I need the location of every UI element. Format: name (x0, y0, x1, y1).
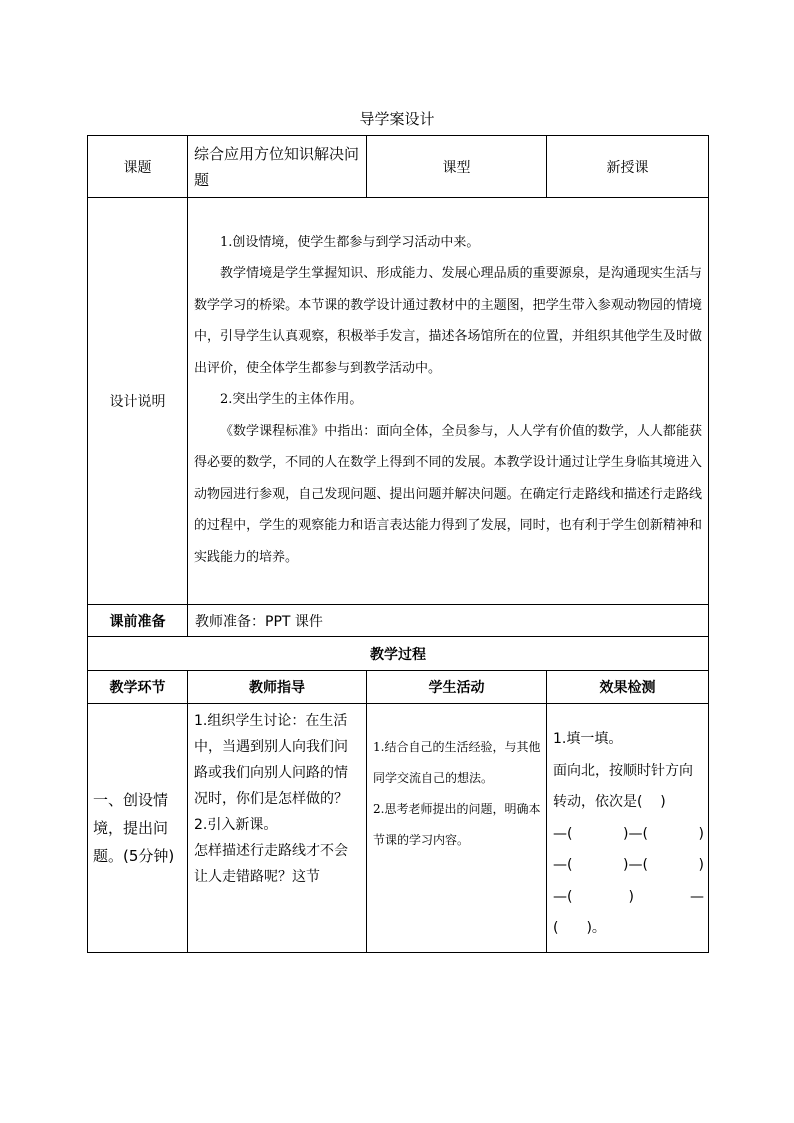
process-title: 教学过程 (88, 637, 709, 671)
blank-row (553, 850, 704, 882)
lesson-plan-table (87, 135, 709, 953)
column-header-check: 效果检测 (547, 671, 709, 704)
blank-part: — (690, 888, 704, 905)
column-header-teacher: 教师指导 (188, 671, 367, 704)
student-line: 1.结合自己的生活经验，与其他同学交流自己的想法。 (373, 740, 541, 785)
process-header-row (88, 671, 709, 704)
prep-row (88, 605, 709, 637)
type-value: 新授课 (547, 136, 709, 198)
column-header-student: 学生活动 (367, 671, 547, 704)
design-paragraph: 《数学课程标准》中指出：面向全体，全员参与，人人学有价值的数学，人人都能获得必要的数学，不同的人在数学上得到不同的发展。本教学设计通过让学生身临其境进入动物园进行参观，自己发现问题、提出问题并解决问题。在确定行走路线和描述行走路线的过程中，学生的观察能力和语言表达能力得到了发展，同时，也有利于学生创新精神和实践能力的培养。 (194, 423, 702, 565)
design-label: 设计说明 (88, 198, 188, 605)
prep-value: 教师准备：PPT 课件 (188, 605, 709, 637)
process-title-row (88, 637, 709, 671)
column-header-stage: 教学环节 (88, 671, 188, 704)
process-row (88, 704, 709, 953)
blank-part: )—( (623, 825, 648, 842)
blank-part: ) (628, 888, 634, 905)
design-paragraph: 教学情境是学生掌握知识、形成能力、发展心理品质的重要源泉，是沟通现实生活与数学学习的桥梁。本节课的教学设计通过教材中的主题图，把学生带入参观动物园的情境中，引导学生认真观察，积极举手发言，描述各场馆所在的位置，并组织其他学生及时做出评价，使全体学生都参与到教学活动中。 (194, 266, 702, 376)
blank-part: ) (698, 857, 704, 873)
check-item: 1.填一填。 (553, 731, 623, 747)
check-question-text: 面向北，按顺时针方向转动，依次是( (553, 762, 693, 810)
check-end: ( )。 (553, 920, 606, 936)
student-line: 2.思考老师提出的问题，明确本节课的学习内容。 (373, 802, 541, 847)
design-paragraph: 2.突出学生的主体作用。 (220, 392, 363, 408)
blank-row (553, 819, 704, 851)
document-title: 导学案设计 (359, 110, 435, 128)
teacher-line: 怎样描述行走路线才不会让人走错路呢？这节 (194, 843, 348, 885)
teacher-line: 1.组织学生讨论：在生活中，当遇到别人向我们问路或我们向别人问路的情况时，你们是怎样做的？ (194, 713, 348, 807)
design-row (88, 198, 709, 605)
stage-cell: 一、创设情境，提出问题。(5分钟) (88, 704, 188, 953)
check-question: 面向北，按顺时针方向转动，依次是( ) (553, 762, 693, 810)
design-paragraph: 1.创设情境，使学生都参与到学习活动中来。 (220, 234, 480, 250)
topic-value: 综合应用方位知识解决问题 (188, 136, 367, 198)
effect-check (547, 704, 709, 953)
blank-part: )—( (623, 857, 648, 873)
blank-row (553, 882, 704, 914)
teacher-line: 2.引入新课。 (194, 817, 278, 833)
teacher-guidance (188, 704, 367, 953)
design-notes (188, 198, 709, 605)
blank-part: —( (553, 825, 573, 842)
prep-label: 课前准备 (88, 605, 188, 637)
header-row (88, 136, 709, 198)
blank-part: —( (553, 888, 573, 905)
type-label: 课型 (367, 136, 547, 198)
blank-part: —( (553, 857, 573, 873)
topic-label: 课题 (88, 136, 188, 198)
blank-part: ) (698, 825, 704, 842)
student-activity (367, 704, 547, 953)
